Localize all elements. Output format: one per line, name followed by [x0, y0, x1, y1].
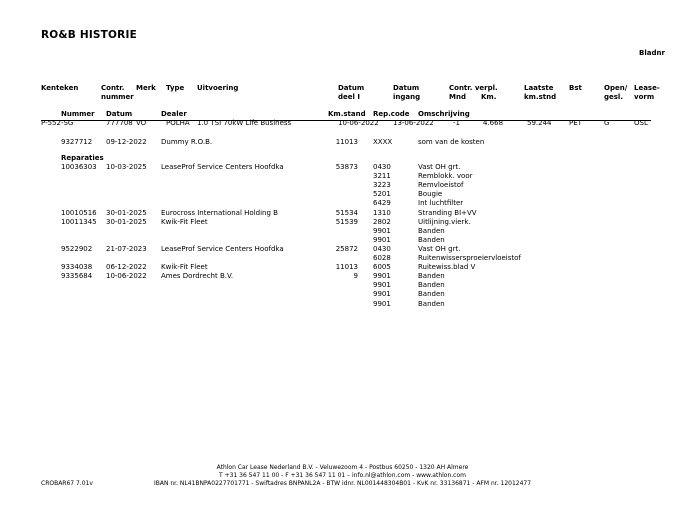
row-km: 25872: [335, 244, 358, 253]
row-code: 9901: [373, 235, 391, 244]
entry-code: XXXX: [373, 138, 393, 146]
row-omschrijving: Vast OH grt.: [418, 244, 461, 253]
row-datum: 06-12-2022: [106, 263, 147, 272]
row-datum: 10-03-2025: [106, 163, 147, 171]
header-datum-deel-1: Datum: [338, 84, 365, 92]
row-code: 1310: [373, 208, 391, 217]
header-datum: Datum: [106, 110, 133, 118]
header-omschrijving: Omschrijving: [418, 110, 470, 118]
row-datum: 30-01-2025: [106, 217, 147, 226]
row-omschrijving: Banden: [418, 272, 445, 281]
row-omschrijving: Uitlijning.vierk.: [418, 217, 471, 226]
row-code: 2802: [373, 217, 391, 226]
row-nummer: 10011345: [61, 217, 97, 226]
row-dealer: LeaseProf Service Centers Hoofdka: [161, 244, 284, 253]
footer-bank: IBAN nr. NL41BNPA0227701771 - Swiftadres BNPANL2A - BTW idnr. NL001448304B01 - KvK nr. 33136871 - AFM nr. 12012477: [153, 480, 532, 487]
header-bst: Bst: [569, 84, 582, 92]
vehicle-leasevorm: OSL: [634, 119, 648, 127]
row-dealer: Kwik-Fit Fleet: [161, 263, 208, 272]
entry-km: 11013: [335, 138, 358, 146]
header-contract-2: nummer: [101, 93, 134, 101]
entry-nummer: 9327712: [61, 138, 93, 146]
vehicle-kenteken: P-552-SG: [41, 119, 74, 127]
header-repcode: Rep.code: [373, 110, 410, 118]
row-code: 9901: [373, 281, 391, 290]
row-dealer: Eurocross International Holding B: [161, 208, 278, 217]
report-title: RO&B HISTORIE: [41, 29, 137, 41]
vehicle-km: 4.668: [483, 119, 504, 127]
vehicle-datum-ingang: 13-06-2022: [393, 119, 434, 127]
vehicle-mnd: -1: [453, 119, 460, 127]
header-merk: Merk: [136, 84, 156, 92]
row-omschrijving: Ruitewiss.blad V: [418, 263, 476, 272]
header-datum-ingang-1: Datum: [393, 84, 420, 92]
row-code: 5201: [373, 190, 391, 199]
header-contract-1: Contr.: [101, 84, 125, 92]
header-kmstand: Km.stand: [328, 110, 366, 118]
row-dealer: Kwik-Fit Fleet: [161, 217, 208, 226]
row-km: 51539: [335, 217, 358, 226]
header-contr-verpl: Contr. verpl.: [449, 84, 498, 92]
header-open-1: Open/: [604, 84, 628, 92]
header-lease-2: vorm: [634, 93, 655, 101]
reparaties-label: Reparaties: [61, 154, 104, 162]
row-code: 0430: [373, 244, 391, 253]
row-omschrijving: Remvloeistof: [418, 181, 464, 190]
row-code: 3211: [373, 172, 391, 181]
row-dealer: Ames Dordrecht B.V.: [161, 272, 234, 281]
header-datum-ingang-2: ingang: [393, 93, 421, 101]
header-laatste-1: Laatste: [524, 84, 554, 92]
entry-datum: 09-12-2022: [106, 138, 147, 146]
row-nummer: 10010516: [61, 208, 97, 217]
row-nummer: 10036303: [61, 163, 97, 171]
header-dealer: Dealer: [161, 110, 187, 118]
vehicle-open: G: [604, 119, 610, 127]
row-omschrijving: Bougie: [418, 190, 443, 199]
row-nummer: 9334038: [61, 263, 93, 272]
row-code: 6028: [373, 254, 391, 262]
vehicle-bst: PET: [569, 119, 582, 127]
row-omschrijving: Int luchtfilter: [418, 199, 464, 208]
footer-contact: T +31 36 547 11 00 - F +31 36 547 11 01 – info.nl@athlon.com - www.athlon.com: [219, 472, 466, 479]
row-code: 9901: [373, 299, 391, 308]
header-type: Type: [166, 84, 185, 92]
row-km: 51534: [335, 208, 358, 217]
page-number-label: Bladnr: [639, 49, 665, 57]
row-nummer: 9335684: [61, 272, 93, 281]
row-datum: 10-06-2022: [106, 272, 147, 281]
row-nummer: 9522902: [61, 244, 93, 253]
footer-address: Athlon Car Lease Nederland B.V. - Veluwezoom 4 - Postbus 60250 - 1320 AH Almere: [216, 464, 469, 471]
row-omschrijving: Ruitenwissersproeiervloeistof: [418, 254, 521, 262]
vehicle-merk: VO: [136, 119, 147, 127]
row-km: 53873: [335, 163, 358, 171]
vehicle-type: POLHA: [166, 119, 190, 127]
header-open-2: gesl.: [604, 93, 623, 101]
row-code: 3223: [373, 181, 391, 190]
row-datum: 30-01-2025: [106, 208, 147, 217]
row-omschrijving: Remblokk. voor: [418, 172, 473, 181]
row-code: 0430: [373, 163, 391, 171]
header-datum-deel-2: deel I: [338, 93, 360, 101]
vehicle-contract: 777708: [106, 119, 133, 127]
row-datum: 21-07-2023: [106, 244, 147, 253]
row-code: 9901: [373, 272, 391, 281]
entry-dealer: Dummy R.O.B.: [161, 138, 213, 146]
row-omschrijving: Stranding BI+VV: [418, 208, 477, 217]
row-omschrijving: Vast OH grt.: [418, 163, 461, 171]
row-omschrijving: Banden: [418, 299, 445, 308]
footer-form-code: CROBAR67 7.01v: [41, 480, 93, 487]
row-dealer: LeaseProf Service Centers Hoofdka: [161, 163, 284, 171]
header-mnd: Mnd: [449, 93, 466, 101]
header-laatste-2: km.stnd: [524, 93, 557, 101]
header-km: Km.: [481, 93, 497, 101]
row-omschrijving: Banden: [418, 235, 445, 244]
header-nummer: Nummer: [61, 110, 95, 118]
row-omschrijving: Banden: [418, 226, 445, 235]
row-km: 9: [353, 272, 358, 281]
row-code: 6005: [373, 263, 391, 272]
vehicle-datum-deel: 10-06-2022: [338, 119, 379, 127]
header-lease-1: Lease-: [634, 84, 660, 92]
header-uitvoering: Uitvoering: [197, 84, 239, 92]
entry-omschrijving: som van de kosten: [418, 138, 485, 146]
header-kenteken: Kenteken: [41, 84, 79, 92]
row-code: 9901: [373, 290, 391, 299]
row-code: 6429: [373, 199, 391, 208]
vehicle-laatste-km: 59.244: [527, 119, 552, 127]
vehicle-uitvoering: 1.0 TSI 70kW Life Business: [197, 119, 292, 127]
row-code: 9901: [373, 226, 391, 235]
row-omschrijving: Banden: [418, 290, 445, 299]
row-omschrijving: Banden: [418, 281, 445, 290]
row-km: 11013: [335, 263, 358, 272]
